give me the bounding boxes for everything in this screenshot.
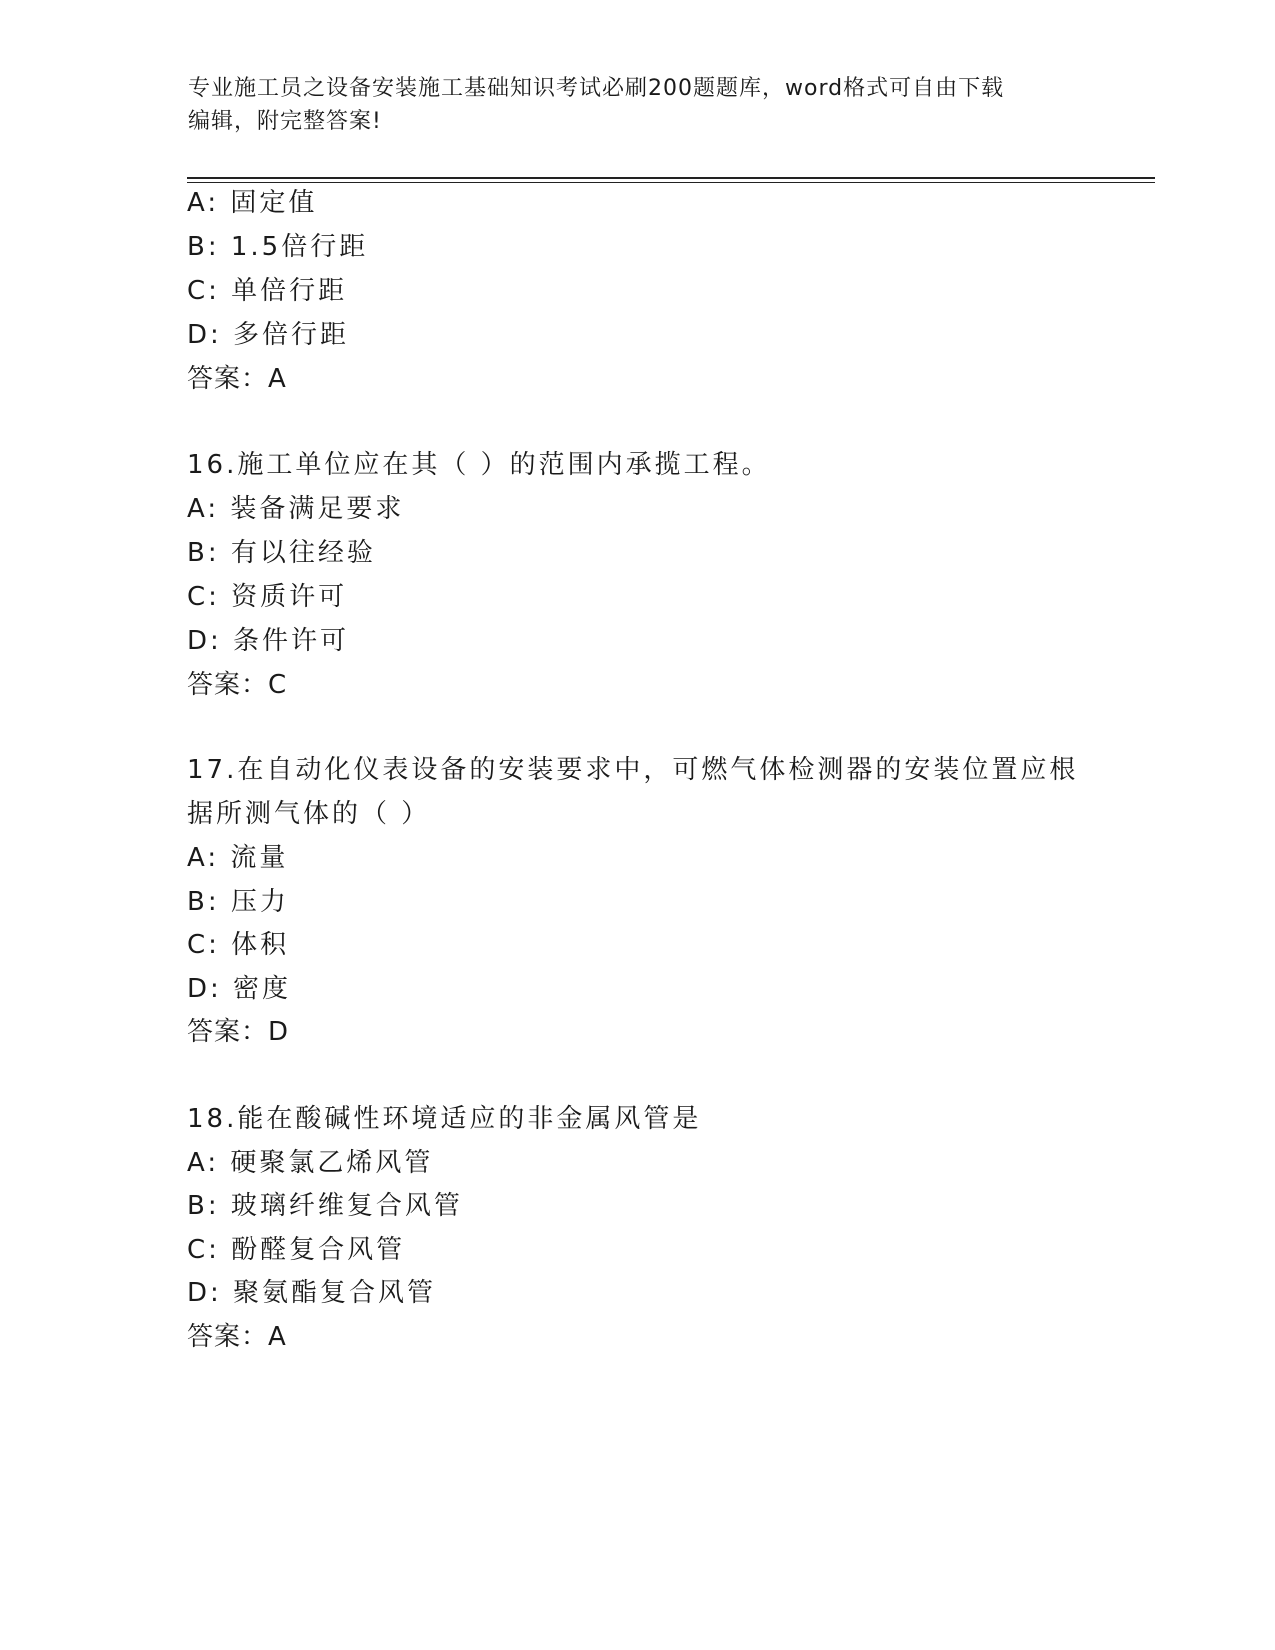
q16-answer: 答案：C (187, 670, 288, 700)
q17-question-line-1: 17.在自动化仪表设备的安装要求中，可燃气体检测器的安装位置应根 (187, 755, 1079, 785)
q18-answer: 答案：A (187, 1322, 287, 1352)
q16-option-a: A: 装备满足要求 (187, 494, 405, 524)
header-line-2: 编辑，附完整答案! (188, 109, 382, 134)
q18-option-a: A: 硬聚氯乙烯风管 (187, 1148, 434, 1178)
document-header (188, 72, 1068, 138)
header-rule-thin (187, 182, 1155, 183)
q17-option-c: C: 体积 (187, 930, 290, 960)
q15-option-a: A: 固定值 (187, 188, 318, 218)
q17-answer: 答案：D (187, 1017, 290, 1047)
q18-option-c: C: 酚醛复合风管 (187, 1235, 406, 1265)
q15-option-d: D: 多倍行距 (187, 320, 350, 350)
q18-question: 18.能在酸碱性环境适应的非金属风管是 (187, 1104, 702, 1134)
q16-option-c: C: 资质许可 (187, 582, 348, 612)
q15-answer: 答案：A (187, 364, 287, 394)
header-line-1: 专业施工员之设备安装施工基础知识考试必刷200题题库，word格式可自由下载 (188, 76, 1005, 101)
q16-option-b: B: 有以往经验 (187, 538, 376, 568)
q18-option-b: B: 玻璃纤维复合风管 (187, 1191, 463, 1221)
q15-option-c: C: 单倍行距 (187, 276, 348, 306)
q17-question-line-2: 据所测气体的（ ） (187, 799, 431, 829)
q17-option-a: A: 流量 (187, 843, 289, 873)
q16-question: 16.施工单位应在其（ ）的范围内承揽工程。 (187, 450, 771, 480)
header-rule-thick (187, 177, 1155, 179)
q15-option-b: B: 1.5倍行距 (187, 232, 369, 262)
q16-option-d: D: 条件许可 (187, 626, 350, 656)
q17-option-b: B: 压力 (187, 887, 289, 917)
q18-option-d: D: 聚氨酯复合风管 (187, 1278, 437, 1308)
q17-option-d: D: 密度 (187, 974, 292, 1004)
